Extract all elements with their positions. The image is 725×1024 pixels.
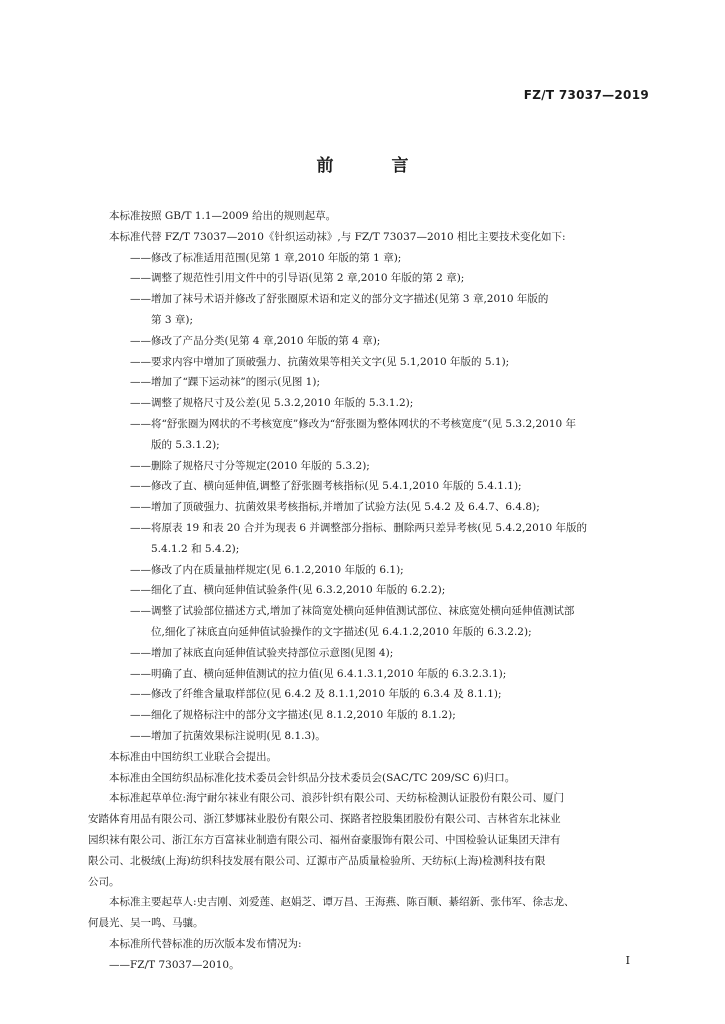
foreword-body <box>88 206 650 975</box>
page-title: 前 言 <box>316 156 435 176</box>
change-item: ——增加了“踝下运动袜”的图示(见图 1); <box>130 376 320 389</box>
text-line: ——FZ/T 73037—2010。 <box>109 958 240 971</box>
change-item-continuation: 版的 5.3.1.2); <box>151 438 220 451</box>
change-item: ——修改了直、横向延伸值,调整了舒张圈考核指标(见 5.4.1,2010 年版的 5.4.1.1); <box>130 480 522 493</box>
change-item: ——增加了顶破强力、抗菌效果考核指标,并增加了试验方法(见 5.4.2 及 6.4.7、6.4.8); <box>130 501 540 514</box>
change-item: ——细化了规格标注中的部分文字描述(见 8.1.2,2010 年版的 8.1.2); <box>130 709 456 722</box>
text-line: 本标准由中国纺织工业联合会提出。 <box>109 750 277 763</box>
change-item: ——修改了内在质量抽样规定(见 6.1.2,2010 年版的 6.1); <box>130 563 404 576</box>
change-item: ——要求内容中增加了顶破强力、抗菌效果等相关文字(见 5.1,2010 年版的 5.1); <box>130 355 510 368</box>
change-item: ——调整了试验部位描述方式,增加了袜筒宽处横向延伸值测试部位、袜底宽处横向延伸值测试部 <box>130 605 575 618</box>
text-line: 限公司、北极绒(上海)纺织科技发展有限公司、辽源市产品质量检验所、天纺标(上海)检测科技有限 <box>88 854 546 867</box>
change-item: ——将原表 19 和表 20 合并为现表 6 并调整部分指标、删除两只差异考核(见 5.4.2,2010 年版的 <box>130 521 587 534</box>
change-item-continuation: 第 3 章); <box>151 313 193 326</box>
text-line: 本标准起草单位:海宁耐尔袜业有限公司、浪莎针织有限公司、天纺标检测认证股份有限公司、厦门 <box>109 792 565 805</box>
text-line: 本标准按照 GB/T 1.1—2009 给出的规则起草。 <box>109 210 337 222</box>
text-line: 本标准由全国纺织品标准化技术委员会针织品分技术委员会(SAC/TC 209/SC 6)归口。 <box>109 771 516 784</box>
change-item: ——增加了袜底直向延伸值试验夹持部位示意图(见图 4); <box>130 646 394 659</box>
standard-code: FZ/T 73037—2019 <box>523 88 649 102</box>
text-line: 本标准主要起草人:史吉刚、刘爱莲、赵娟芝、谭万昌、王海燕、陈百顺、綦绍新、张伟军、徐志龙、 <box>109 896 575 909</box>
text-line: 公司。 <box>88 875 120 888</box>
text-line: 安踏体育用品有限公司、浙江梦娜袜业股份有限公司、探路者控股集团股份有限公司、吉林省东北袜业 <box>88 813 561 826</box>
change-item: ——增加了抗菌效果标注说明(见 8.1.3)。 <box>130 729 326 742</box>
change-item: ——调整了规格尺寸及公差(见 5.3.2,2010 年版的 5.3.1.2); <box>130 397 414 410</box>
page-number: I <box>625 954 630 967</box>
change-item: ——将“舒张圈为网状的不考核宽度”修改为“舒张圈为整体网状的不考核宽度”(见 5.3.2,2010 年 <box>130 417 577 430</box>
change-item: ——修改了标准适用范围(见第 1 章,2010 年版的第 1 章); <box>130 251 402 264</box>
text-line: 本标准所代替标准的历次版本发布情况为: <box>109 937 302 950</box>
text-line: 何晨光、吴一鸣、马骧。 <box>88 917 204 930</box>
change-item: ——修改了纤维含量取样部位(见 6.4.2 及 8.1.1,2010 年版的 6.3.4 及 8.1.1); <box>130 688 502 701</box>
text-line: 园织袜有限公司、浙江东方百富袜业制造有限公司、福州奋豪服饰有限公司、中国检验认证集团天津有 <box>88 833 561 846</box>
change-item: ——删除了规格尺寸分等规定(2010 年版的 5.3.2); <box>130 459 370 472</box>
change-item: ——调整了规范性引用文件中的引导语(见第 2 章,2010 年版的第 2 章); <box>130 272 465 285</box>
change-item: ——修改了产品分类(见第 4 章,2010 年版的第 4 章); <box>130 334 381 347</box>
change-item: ——增加了袜号术语并修改了舒张圈原术语和定义的部分文字描述(见第 3 章,2010 年版的 <box>130 293 549 306</box>
change-item-continuation: 位,细化了袜底直向延伸值试验操作的文字描述(见 6.4.1.2,2010 年版的 6.3.2.2); <box>151 625 532 638</box>
change-item: ——明确了直、横向延伸值测试的拉力值(见 6.4.1.3.1,2010 年版的 6.3.2.3.1); <box>130 667 507 680</box>
change-item-continuation: 5.4.1.2 和 5.4.2); <box>151 542 240 555</box>
change-item: ——细化了直、横向延伸值试验条件(见 6.3.2,2010 年版的 6.2.2); <box>130 584 446 597</box>
text-line: 本标准代替 FZ/T 73037—2010《针织运动袜》,与 FZ/T 73037—2010 相比主要技术变化如下: <box>109 230 566 243</box>
